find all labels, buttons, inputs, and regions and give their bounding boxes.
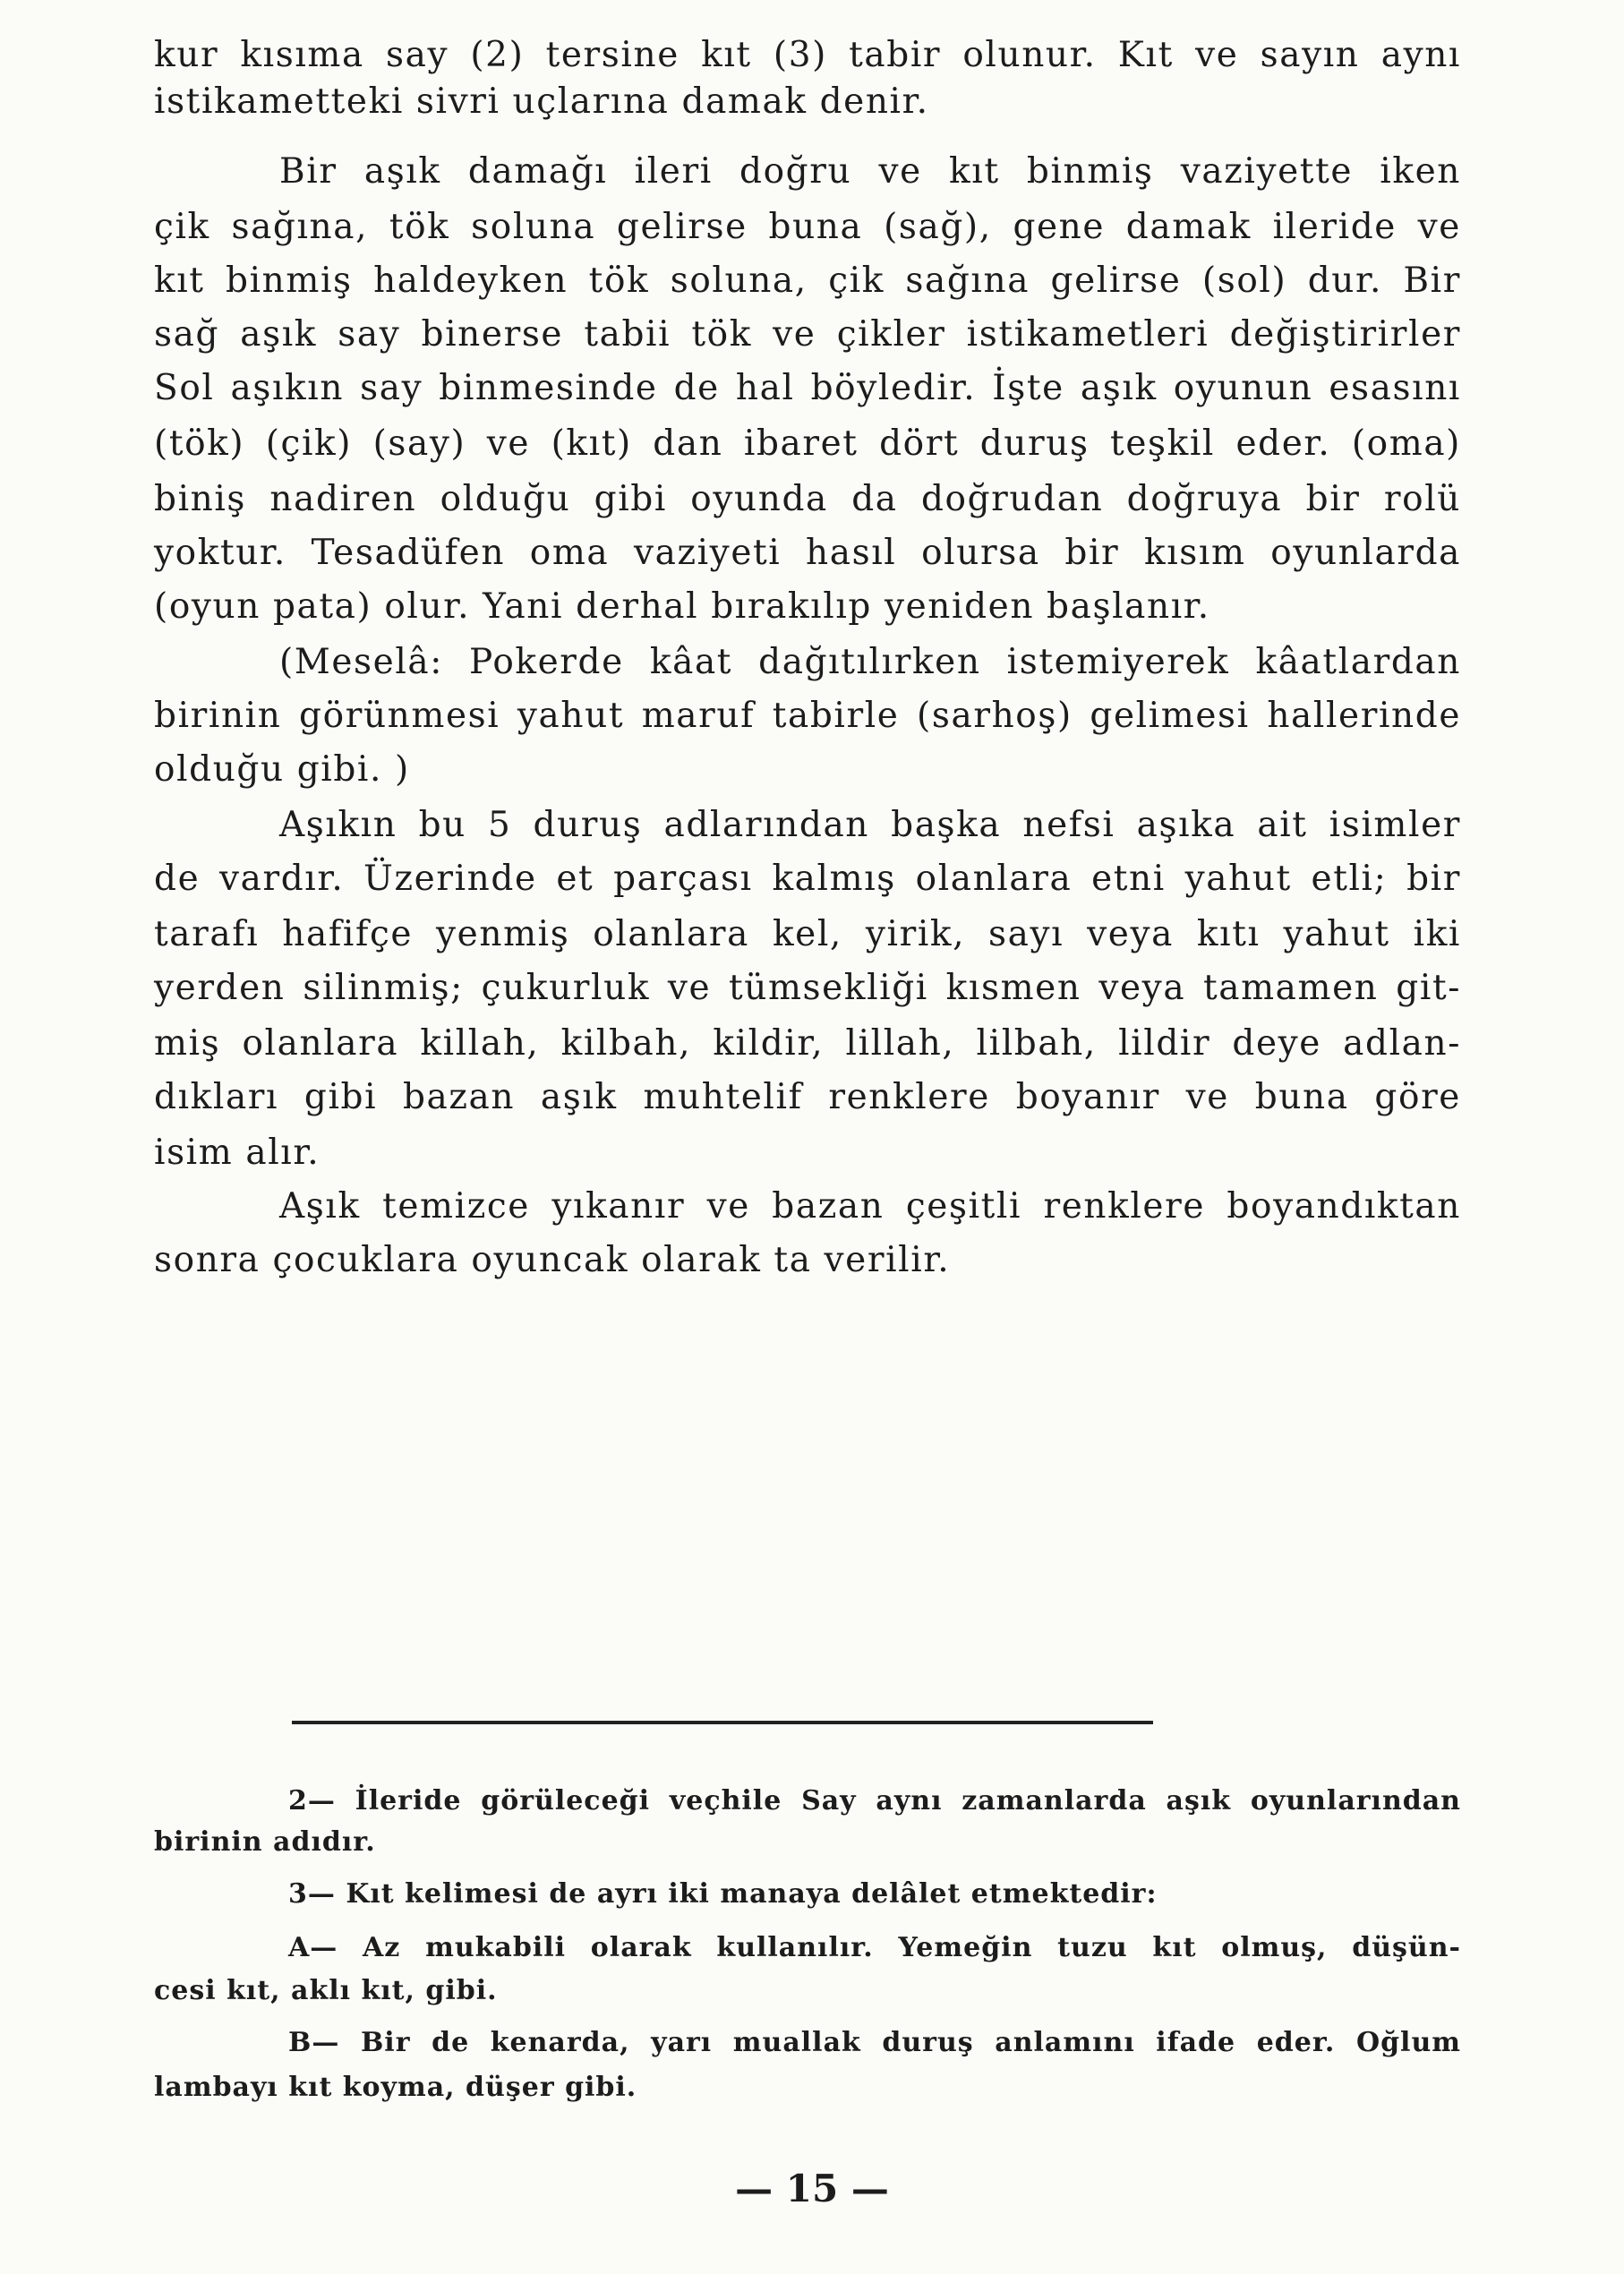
page-number: — 15 —: [735, 2167, 889, 2210]
body-line: sonra çocuklara oyuncak olarak ta verilir.: [154, 1240, 951, 1280]
body-line: yoktur. Tesadüfen oma vaziyeti hasıl olursa bir kısım oyunlarda: [154, 533, 1461, 573]
body-line: (oyun pata) olur. Yani derhal bırakılıp yeniden başlanır.: [154, 586, 1210, 627]
body-line: biniş nadiren olduğu gibi oyunda da doğrudan doğruya bir rolü: [154, 479, 1461, 519]
body-line: istikametteki sivri uçlarına damak denir.: [154, 81, 929, 122]
body-line: çik sağına, tök soluna gelirse buna (sağ), gene damak ileride ve: [154, 207, 1461, 247]
body-line: kur kısıma say (2) tersine kıt (3) tabir olunur. Kıt ve sayın aynı: [154, 35, 1461, 75]
body-line: birinin görünmesi yahut maruf tabirle (sarhoş) gelimesi hallerinde: [154, 696, 1461, 736]
body-line: isim alır.: [154, 1133, 321, 1173]
body-line: de vardır. Üzerinde et parçası kalmış olanlara etni yahut etli; bir: [154, 859, 1461, 899]
body-line: Bir aşık damağı ileri doğru ve kıt binmiş vaziyette iken: [279, 151, 1461, 192]
footnote-separator: [292, 1721, 1153, 1724]
body-line: kıt binmiş haldeyken tök soluna, çik sağına gelirse (sol) dur. Bir: [154, 261, 1461, 301]
footnote-line: B— Bir de kenarda, yarı muallak duruş anlamını ifade eder. Oğlum: [288, 2027, 1461, 2058]
body-line: olduğu gibi. ): [154, 749, 410, 790]
body-line: yerden silinmiş; çukurluk ve tümsekliği kısmen veya tamamen git-: [154, 968, 1461, 1008]
footnote-line: A— Az mukabili olarak kullanılır. Yemeğin tuzu kıt olmuş, düşün-: [288, 1932, 1461, 1963]
body-line: dıkları gibi bazan aşık muhtelif renklere boyanır ve buna göre: [154, 1077, 1461, 1117]
body-line: (tök) (çik) (say) ve (kıt) dan ibaret dört duruş teşkil eder. (oma): [154, 423, 1461, 464]
footnote-line: birinin adıdır.: [154, 1826, 376, 1858]
body-line: tarafı hafifçe yenmiş olanlara kel, yirik, sayı veya kıtı yahut iki: [154, 914, 1461, 954]
body-line: Aşık temizce yıkanır ve bazan çeşitli renklere boyandıktan: [279, 1186, 1461, 1227]
footnote-line: 2— İleride görüleceği veçhile Say aynı zamanlarda aşık oyunlarından: [288, 1785, 1461, 1817]
body-line: Aşıkın bu 5 duruş adlarından başka nefsi aşıka ait isimler: [279, 805, 1461, 845]
body-line: miş olanlara killah, kilbah, kildir, lillah, lilbah, lildir deye adlan-: [154, 1023, 1461, 1064]
footnote-line: cesi kıt, aklı kıt, gibi.: [154, 1975, 498, 2006]
body-line: Sol aşıkın say binmesinde de hal böyledir. İşte aşık oyunun esasını: [154, 368, 1461, 408]
body-line: (Meselâ: Pokerde kâat dağıtılırken istemiyerek kâatlardan: [279, 642, 1461, 682]
footnote-line: 3— Kıt kelimesi de ayrı iki manaya delâlet etmektedir:: [288, 1878, 1158, 1910]
footnote-line: lambayı kıt koyma, düşer gibi.: [154, 2072, 637, 2103]
body-line: sağ aşık say binerse tabii tök ve çikler istikametleri değiştirirler: [154, 314, 1461, 355]
